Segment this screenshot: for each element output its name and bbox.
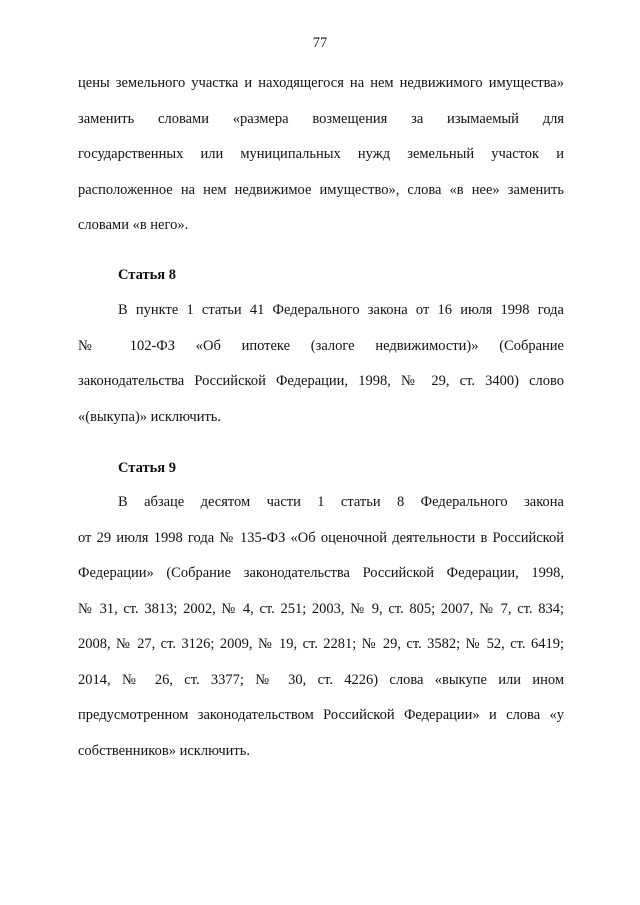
text-line: расположенное на нем недвижимое имущество», слова «в нее» заменить: [78, 181, 564, 198]
text-line: «(выкупа)» исключить.: [78, 408, 222, 425]
article-9-heading: Статья 9: [118, 460, 176, 476]
text-line: 2008, № 27, ст. 3126; 2009, № 19, ст. 2281; № 29, ст. 3582; № 52, ст. 6419;: [78, 636, 564, 652]
text-line: 2014, № 26, ст. 3377; № 30, ст. 4226) слова «выкупе или ином: [78, 671, 564, 688]
text-line: от 29 июля 1998 года № 135-ФЗ «Об оценочной деятельности в Российской: [78, 529, 564, 546]
text-line: № 31, ст. 3813; 2002, № 4, ст. 251; 2003, № 9, ст. 805; 2007, № 7, ст. 834;: [78, 600, 564, 617]
text-line: Федерации» (Собрание законодательства Российской Федерации, 1998,: [78, 565, 564, 581]
article-9: [78, 458, 564, 494]
page-number: 77: [312, 35, 328, 51]
article-8-heading: Статья 8: [118, 267, 176, 283]
text-line: № 102-ФЗ «Об ипотеке (залоге недвижимости)» (Собрание: [78, 337, 564, 354]
article-8-paragraph: [78, 300, 564, 442]
paragraph-continuation: [78, 73, 564, 251]
text-line: В абзаце десятом части 1 статьи 8 Федерального закона: [118, 494, 564, 510]
text-line: собственников» исключить.: [78, 742, 250, 759]
article-9-paragraph: [78, 492, 564, 776]
text-line: словами «в него».: [78, 217, 189, 233]
article-8: [78, 265, 564, 301]
text-line: предусмотренном законодательством Российской Федерации» и слова «у: [78, 707, 564, 723]
text-line: заменить словами «размера возмещения за изымаемый для: [78, 110, 564, 127]
text-line: законодательства Российской Федерации, 1998, № 29, ст. 3400) слово: [78, 373, 564, 389]
text-line: цены земельного участка и находящегося на нем недвижимого имущества»: [78, 75, 564, 91]
text-line: государственных или муниципальных нужд земельный участок и: [78, 146, 564, 162]
text-line: В пункте 1 статьи 41 Федерального закона от 16 июля 1998 года: [118, 302, 564, 318]
